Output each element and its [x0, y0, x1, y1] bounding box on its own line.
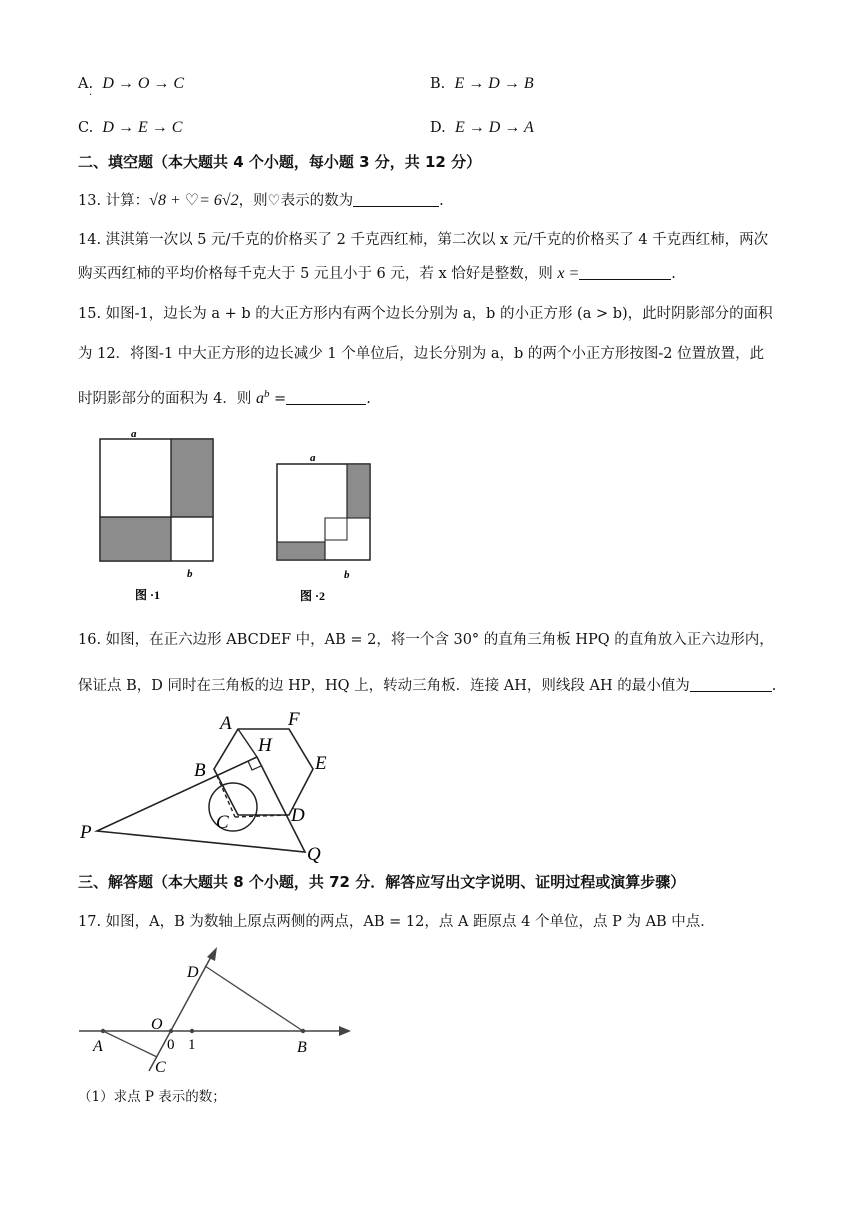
- hex-label-H: H: [258, 735, 272, 756]
- hex-label-B: B: [194, 760, 206, 781]
- hex-label-P: P: [80, 822, 92, 843]
- answer-blank-14[interactable]: [579, 264, 671, 280]
- nl-label-B: B: [297, 1039, 307, 1056]
- hex-label-A: A: [220, 713, 232, 734]
- nl-label-D: D: [187, 964, 199, 981]
- nl-label-A: A: [93, 1038, 103, 1055]
- hex-label-Q: Q: [307, 844, 321, 865]
- option-a-text: D → O → C: [102, 75, 185, 92]
- answer-blank-16[interactable]: [690, 676, 772, 692]
- fig1-label-a: a: [131, 428, 137, 440]
- decorative-dot: ·: [89, 90, 93, 101]
- figure-1-squares: [95, 425, 220, 605]
- section-3-title: 三、解答题（本大题共 8 个小题，共 72 分．解答应写出文字说明、证明过程或演算步骤）: [78, 873, 686, 891]
- nl-label-zero: 0: [167, 1037, 175, 1053]
- fig2-label-a: a: [310, 452, 316, 464]
- question-16-line-1: 16. 如图，在正六边形 ABCDEF 中，AB = 2，将一个含 30° 的直角三角板 HPQ 的直角放入正六边形内，: [78, 632, 774, 648]
- answer-blank-13[interactable]: [353, 191, 439, 207]
- question-15-line-3: 时阴影部分的面积为 4．则 $a^b$ = .: [78, 388, 371, 407]
- hexagon-triangle-figure: [75, 705, 355, 865]
- answer-blank-15[interactable]: [286, 389, 366, 405]
- question-14-line-2: 购买西红柿的平均价格每千克大于 5 元且小于 6 元，若 x 恰好是整数，则 x = .: [78, 265, 676, 282]
- nl-label-C: C: [155, 1059, 166, 1076]
- option-a: A. D → O → C: [78, 75, 185, 92]
- option-c: C. D → E → C: [78, 119, 183, 136]
- option-b: B. E → D → B: [430, 75, 534, 92]
- fig1-label-b: b: [187, 568, 193, 580]
- fig2-label-b: b: [344, 569, 350, 581]
- question-17: 17. 如图，A，B 为数轴上原点两侧的两点，AB = 12，点 A 距原点 4 个单位，点 P 为 AB 中点．: [78, 914, 715, 930]
- question-16-line-2: 保证点 B，D 同时在三角板的边 HP，HQ 上，转动三角板．连接 AH，则线段 AH 的最小值为 .: [78, 678, 777, 694]
- option-d-text: E → D → A: [454, 119, 534, 136]
- hex-label-F: F: [288, 709, 300, 730]
- figure-2-squares: [272, 450, 382, 605]
- nl-label-O: O: [151, 1016, 163, 1033]
- option-d: D. E → D → A: [430, 119, 534, 136]
- nl-label-one: 1: [188, 1037, 196, 1053]
- question-17-part-1: （1）求点 P 表示的数；: [78, 1089, 226, 1105]
- option-b-text: E → D → B: [454, 75, 534, 92]
- hex-label-D: D: [291, 805, 305, 826]
- option-c-text: D → E → C: [102, 119, 183, 136]
- question-15-line-2: 为 12．将图-1 中大正方形的边长减少 1 个单位后，边长分别为 a，b 的两个小正方形按图-2 位置放置，此: [78, 346, 765, 362]
- question-14-line-1: 14. 淇淇第一次以 5 元/千克的价格买了 2 千克西红柿，第二次以 x 元/千克的价格买了 4 千克西红柿，两次: [78, 232, 769, 248]
- fig1-caption: 图 ·1: [135, 588, 161, 602]
- number-line-figure: [75, 945, 360, 1080]
- fig2-caption: 图 ·2: [300, 589, 326, 603]
- hex-label-E: E: [315, 753, 327, 774]
- q13-expression: √8 + ♡= 6√2: [149, 192, 239, 209]
- question-13: 13. 计算：√8 + ♡= 6√2，则♡表示的数为 .: [78, 192, 444, 209]
- question-15-line-1: 15. 如图-1，边长为 a + b 的大正方形内有两个边长分别为 a，b 的小正方形 (a > b)，此时阴影部分的面积: [78, 306, 773, 322]
- section-2-title: 二、填空题（本大题共 4 个小题，每小题 3 分，共 12 分）: [78, 153, 482, 171]
- hex-label-C: C: [216, 812, 229, 833]
